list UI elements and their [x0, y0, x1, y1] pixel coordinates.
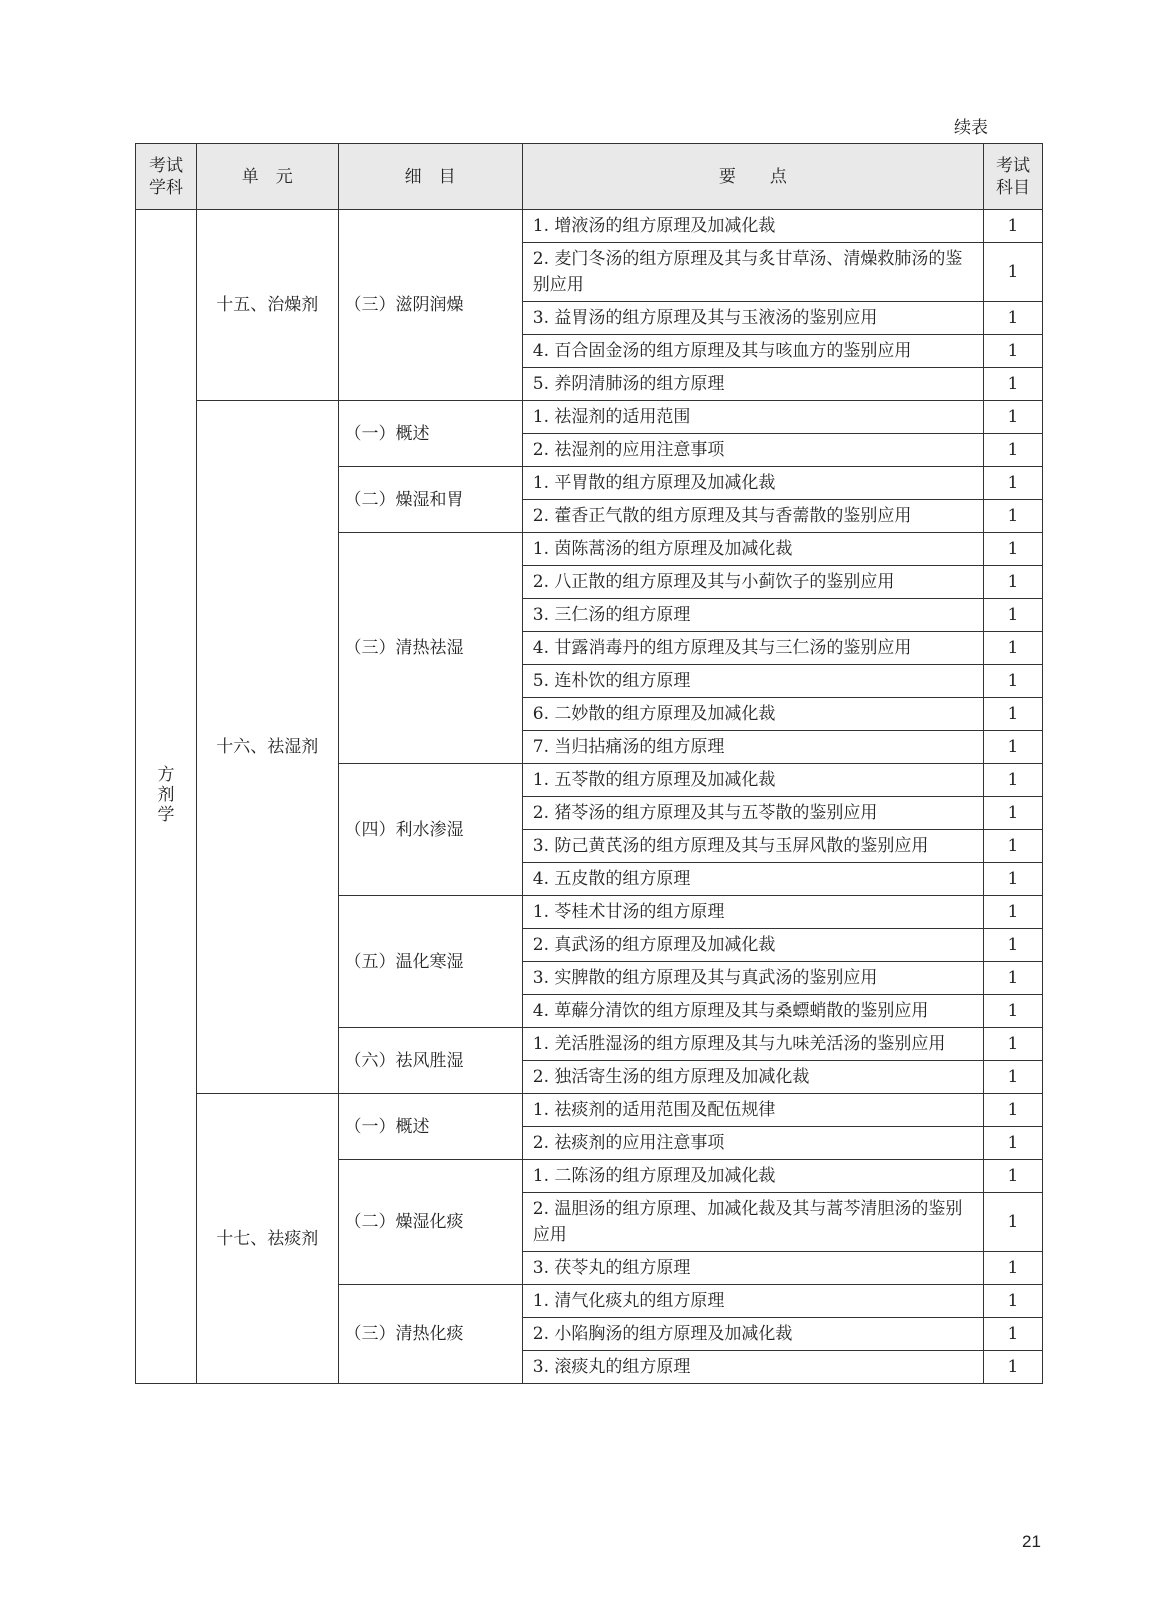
- syllabus-table: [135, 143, 1043, 1384]
- point-cell: 2. 猪苓汤的组方原理及其与五苓散的鉴别应用: [522, 797, 983, 830]
- point-cell: 4. 百合固金汤的组方原理及其与咳血方的鉴别应用: [522, 335, 983, 368]
- continued-label: 续表: [954, 118, 988, 138]
- detail-cell: （三）滋阴润燥: [338, 210, 522, 401]
- detail-cell: （六）祛风胜湿: [338, 1028, 522, 1094]
- exam-subject-cell: 1: [983, 599, 1042, 632]
- exam-subject-cell: 1: [983, 830, 1042, 863]
- detail-cell: （二）燥湿和胃: [338, 467, 522, 533]
- exam-subject-cell: 1: [983, 1285, 1042, 1318]
- exam-subject-cell: 1: [983, 1028, 1042, 1061]
- point-cell: 2. 祛湿剂的应用注意事项: [522, 434, 983, 467]
- table-row: [136, 1094, 1043, 1127]
- point-cell: 1. 平胃散的组方原理及加减化裁: [522, 467, 983, 500]
- point-cell: 2. 小陷胸汤的组方原理及加减化裁: [522, 1318, 983, 1351]
- exam-subject-cell: 1: [983, 1318, 1042, 1351]
- header-exam: 考试 科目: [983, 144, 1042, 210]
- header-point: 要 点: [522, 144, 983, 210]
- unit-cell: 十七、祛痰剂: [197, 1094, 338, 1384]
- point-cell: 5. 养阴清肺汤的组方原理: [522, 368, 983, 401]
- header-detail: 细 目: [338, 144, 522, 210]
- point-cell: 4. 甘露消毒丹的组方原理及其与三仁汤的鉴别应用: [522, 632, 983, 665]
- exam-subject-cell: 1: [983, 401, 1042, 434]
- point-cell: 1. 五苓散的组方原理及加减化裁: [522, 764, 983, 797]
- header-unit: 单 元: [197, 144, 338, 210]
- point-cell: 7. 当归拈痛汤的组方原理: [522, 731, 983, 764]
- point-cell: 3. 滚痰丸的组方原理: [522, 1351, 983, 1384]
- detail-cell: （一）概述: [338, 1094, 522, 1160]
- exam-subject-cell: 1: [983, 335, 1042, 368]
- subject-cell: 方剂学: [136, 210, 197, 1384]
- point-cell: 4. 萆薢分清饮的组方原理及其与桑螵蛸散的鉴别应用: [522, 995, 983, 1028]
- exam-subject-cell: 1: [983, 764, 1042, 797]
- exam-subject-cell: 1: [983, 632, 1042, 665]
- point-cell: 1. 羌活胜湿汤的组方原理及其与九味羌活汤的鉴别应用: [522, 1028, 983, 1061]
- exam-subject-cell: 1: [983, 368, 1042, 401]
- detail-cell: （三）清热祛湿: [338, 533, 522, 764]
- exam-subject-cell: 1: [983, 698, 1042, 731]
- exam-subject-cell: 1: [983, 533, 1042, 566]
- point-cell: 3. 防己黄芪汤的组方原理及其与玉屏风散的鉴别应用: [522, 830, 983, 863]
- exam-subject-cell: 1: [983, 1127, 1042, 1160]
- point-cell: 2. 祛痰剂的应用注意事项: [522, 1127, 983, 1160]
- detail-cell: （四）利水渗湿: [338, 764, 522, 896]
- point-cell: 3. 实脾散的组方原理及其与真武汤的鉴别应用: [522, 962, 983, 995]
- point-cell: 2. 真武汤的组方原理及加减化裁: [522, 929, 983, 962]
- exam-subject-cell: 1: [983, 731, 1042, 764]
- point-cell: 1. 苓桂术甘汤的组方原理: [522, 896, 983, 929]
- detail-cell: （三）清热化痰: [338, 1285, 522, 1384]
- exam-subject-cell: 1: [983, 243, 1042, 302]
- point-cell: 5. 连朴饮的组方原理: [522, 665, 983, 698]
- exam-subject-cell: 1: [983, 302, 1042, 335]
- exam-subject-cell: 1: [983, 863, 1042, 896]
- exam-subject-cell: 1: [983, 434, 1042, 467]
- exam-subject-cell: 1: [983, 962, 1042, 995]
- unit-cell: 十五、治燥剂: [197, 210, 338, 401]
- point-cell: 1. 茵陈蒿汤的组方原理及加减化裁: [522, 533, 983, 566]
- point-cell: 1. 增液汤的组方原理及加减化裁: [522, 210, 983, 243]
- point-cell: 3. 三仁汤的组方原理: [522, 599, 983, 632]
- point-cell: 3. 益胃汤的组方原理及其与玉液汤的鉴别应用: [522, 302, 983, 335]
- point-cell: 3. 茯苓丸的组方原理: [522, 1252, 983, 1285]
- exam-subject-cell: 1: [983, 995, 1042, 1028]
- exam-subject-cell: 1: [983, 929, 1042, 962]
- detail-cell: （五）温化寒湿: [338, 896, 522, 1028]
- exam-subject-cell: 1: [983, 1160, 1042, 1193]
- point-cell: 6. 二妙散的组方原理及加减化裁: [522, 698, 983, 731]
- exam-subject-cell: 1: [983, 665, 1042, 698]
- point-cell: 1. 清气化痰丸的组方原理: [522, 1285, 983, 1318]
- exam-subject-cell: 1: [983, 1094, 1042, 1127]
- exam-subject-cell: 1: [983, 566, 1042, 599]
- exam-subject-cell: 1: [983, 797, 1042, 830]
- header-subject: 考试 学科: [136, 144, 197, 210]
- table-row: [136, 210, 1043, 243]
- point-cell: 1. 祛湿剂的适用范围: [522, 401, 983, 434]
- point-cell: 1. 二陈汤的组方原理及加减化裁: [522, 1160, 983, 1193]
- detail-cell: （一）概述: [338, 401, 522, 467]
- exam-subject-cell: 1: [983, 1252, 1042, 1285]
- point-cell: 2. 藿香正气散的组方原理及其与香薷散的鉴别应用: [522, 500, 983, 533]
- exam-subject-cell: 1: [983, 500, 1042, 533]
- exam-subject-cell: 1: [983, 896, 1042, 929]
- page-number: 21: [1022, 1532, 1041, 1551]
- exam-subject-cell: 1: [983, 1061, 1042, 1094]
- point-cell: 4. 五皮散的组方原理: [522, 863, 983, 896]
- exam-subject-cell: 1: [983, 1193, 1042, 1252]
- exam-subject-cell: 1: [983, 1351, 1042, 1384]
- header-row: [136, 144, 1043, 210]
- exam-subject-cell: 1: [983, 210, 1042, 243]
- point-cell: 2. 麦门冬汤的组方原理及其与炙甘草汤、清燥救肺汤的鉴别应用: [522, 243, 983, 302]
- table-row: [136, 401, 1043, 434]
- point-cell: 1. 祛痰剂的适用范围及配伍规律: [522, 1094, 983, 1127]
- detail-cell: （二）燥湿化痰: [338, 1160, 522, 1285]
- point-cell: 2. 独活寄生汤的组方原理及加减化裁: [522, 1061, 983, 1094]
- exam-subject-cell: 1: [983, 467, 1042, 500]
- unit-cell: 十六、祛湿剂: [197, 401, 338, 1094]
- point-cell: 2. 八正散的组方原理及其与小蓟饮子的鉴别应用: [522, 566, 983, 599]
- point-cell: 2. 温胆汤的组方原理、加减化裁及其与蒿芩清胆汤的鉴别应用: [522, 1193, 983, 1252]
